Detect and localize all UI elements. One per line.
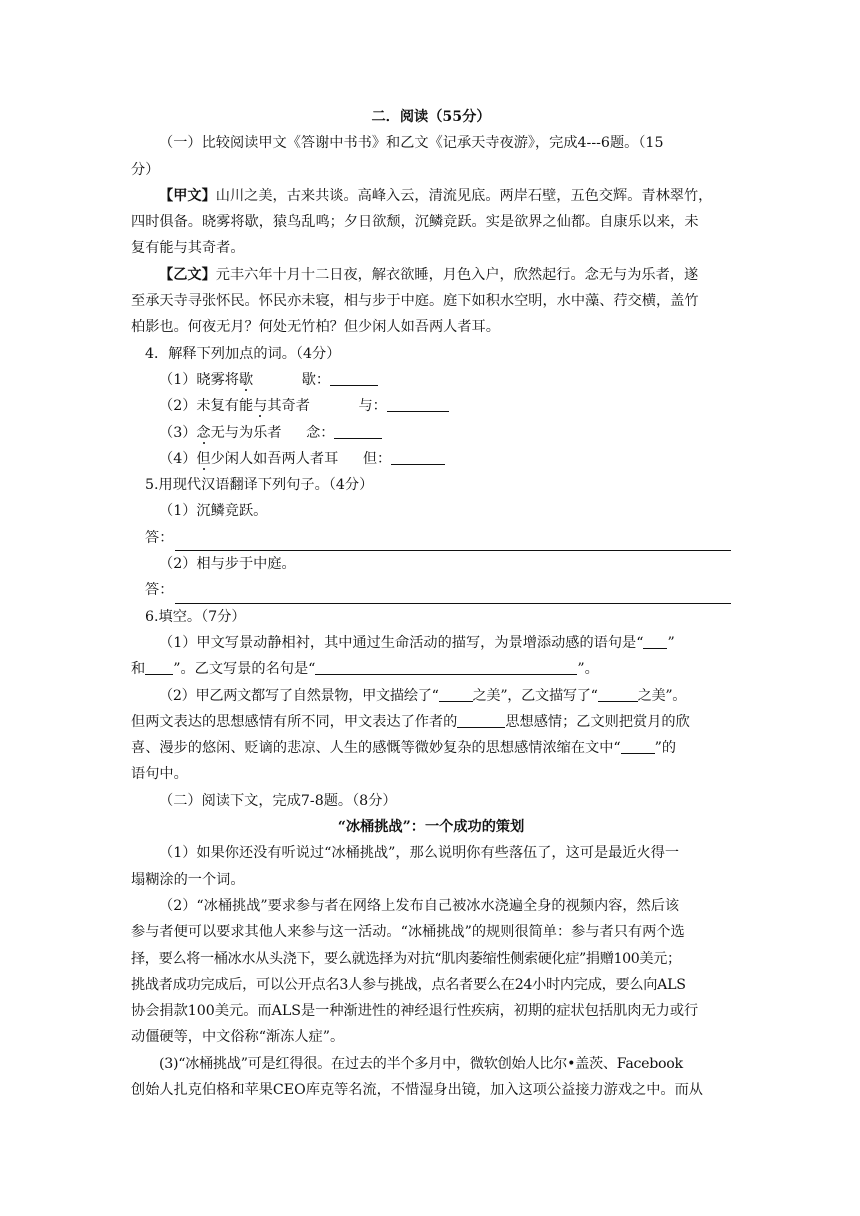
yi-text-line2: 至承天寺寻张怀民。怀民亦未寝，相与步于中庭。庭下如积水空明，水中藻、荇交横，盖竹 [131,293,699,310]
q6-p1-text-d: ”。乙文写景的名句是“ [173,661,316,678]
q6-p2-line3 [131,735,731,761]
q4-item-3 [131,420,731,446]
q6-p2-text-d: 但两文表达的思想感情有所不同，甲文表达了作者的 [131,713,458,730]
document-page [131,104,731,1103]
q6-p2-text-b: 之美”，乙文描写了“ [472,687,598,704]
q4-item-3-word: 念： [306,424,335,441]
q4-item-4-text: （4） [159,450,197,467]
section-title: 二．阅读（55分） [371,109,491,125]
q6-p2-text-g: ”的 [654,740,677,757]
para2-line3: 择，要么将一桶冰水从头浇下，要么就选择为对抗“肌肉萎缩性侧索硬化症”捐赠100美元； [131,950,681,967]
para2-line2: 参与者便可以要求其他人来参与这一活动。“冰桶挑战”的规则很简单：参与者只有两个选 [131,924,685,941]
q4-item-2-blank[interactable] [387,396,449,412]
q6-blank-4[interactable] [439,686,473,702]
jia-text-line3: 复有能与其奇者。 [131,240,245,257]
q4-item-1-word: 歇： [301,371,331,388]
para3-line2: 创始人扎克伯格和苹果CEO库克等名流，不惜湿身出镜，加入这项公益接力游戏之中。而从 [131,1081,703,1098]
para2-line5: 协会捐款100美元。而ALS是一种渐进性的神经退行性疾病，初期的症状包括肌肉无力或行 [131,1003,699,1020]
para2-line1: （2）“冰桶挑战”要求参与者在网络上发布自己被冰水浇遍全身的视频内容，然后该 [159,897,680,914]
q6-p2-line4: 语句中。 [131,766,188,783]
yi-text-line3: 柏影也。何夜无月？何处无竹柏？但少闲人如吾两人者耳。 [131,319,500,336]
yi-label: 【乙文】 [159,266,216,283]
q4-item-4 [131,446,731,472]
q6-p2-line2 [131,709,731,735]
q6-p1-line2 [131,656,731,682]
q4-item-4-blank[interactable] [391,449,445,465]
q6-p2-text-a: （2）甲乙两文都写了自然景物，甲文描绘了“ [159,687,439,704]
yi-text-line1 [131,262,731,288]
q6-blank-2[interactable] [145,659,173,675]
q4-stem: 4．解释下列加点的词。（4分） [145,345,341,362]
q4-item-1 [131,367,731,393]
part1-intro: （一）比较阅读甲文《答谢中书书》和乙文《记承天寺夜游》，完成4---6题。（15 [159,135,664,152]
q6-p1-text-a: （1）甲文写景动静相衬，其中通过生命活动的描写，为景增添动感的语句是“ [159,634,644,651]
q4-item-2 [131,393,731,419]
q4-item-2-text: （2）未复有能 [159,398,254,415]
jia-text-a: 山川之美，古来共谈。高峰入云，清流见底。两岸石壁，五色交辉。青林翠竹， [215,187,713,204]
jia-text-line2: 四时俱备。晓雾将歇，猿鸟乱鸣；夕日欲颓，沉鳞竞跃。实是欲界之仙都。自康乐以来，未 [131,214,699,231]
q6-blank-6[interactable] [457,712,505,728]
q4-item-2-post: 其奇者 [267,398,310,415]
para2-line4: 挑战者成功完成后，可以公开点名3人参与挑战，点名者要么在24小时内完成，要么向ALS [131,976,686,993]
part1-intro-cont: 分） [131,161,160,178]
q5-answer-1-label: 答： [145,529,174,546]
para1-line1: （1）如果你还没有听说过“冰桶挑战”，那么说明你有些落伍了，这可是最近火得一 [159,845,680,862]
q6-blank-5[interactable] [598,686,638,702]
q5-stem: 5.用现代汉语翻译下列句子。（4分） [145,477,374,494]
q4-item-3-blank[interactable] [334,423,382,439]
yi-text-a: 元丰六年十月十二日夜，解衣欲睡，月色入户，欣然起行。念无与为乐者，遂 [215,266,699,283]
q5-answer-2-line[interactable] [175,585,731,604]
q4-item-4-dotted: 但 [196,450,211,467]
q6-blank-7[interactable] [621,738,655,754]
q4-item-4-post: 少闲人如吾两人者耳 [210,450,339,467]
q6-stem: 6.填空。（7分） [145,608,246,625]
jia-label: 【甲文】 [159,187,216,204]
q5-answer-2 [131,577,731,603]
q6-p1-text-e: ”。 [577,661,599,678]
q6-blank-1[interactable] [643,633,667,649]
q6-blank-3[interactable] [315,659,577,675]
q5-item-1: （1）沉鳞竞跃。 [159,503,268,520]
q6-p2-text-e: 思想感情；乙文则把赏月的欣 [505,713,690,730]
q5-answer-2-label: 答： [145,582,174,599]
q4-item-3-dotted: 念 [196,424,211,441]
q5-answer-1-line[interactable] [175,532,731,551]
jia-text-line1 [131,183,731,209]
q4-item-1-blank[interactable] [330,370,378,386]
para1-line2: 塌糊涂的一个词。 [131,871,245,888]
article-title: “冰桶挑战”：一个成功的策划 [337,819,525,836]
q5-answer-1 [131,525,731,551]
q6-p1-text-b: ” [667,634,675,651]
q4-item-4-word: 但： [362,450,392,467]
q4-item-3-text: （3） [159,424,197,441]
para2-line6: 动僵硬等，中文俗称“渐冻人症”。 [131,1029,345,1046]
q6-p2-text-c: 之美”。 [637,687,687,704]
q6-p2-text-f: 喜、漫步的悠闲、贬谪的悲凉、人生的感慨等微妙复杂的思想感情浓缩在文中“ [131,740,621,757]
part2-intro: （二）阅读下文，完成7-8题。（8分） [159,792,397,809]
q6-p1-text-c: 和 [131,661,146,678]
q4-item-1-text: （1）晓雾将 [159,371,239,388]
q4-item-1-dotted: 歇 [238,371,254,388]
para3-line1: (3)“冰桶挑战”可是红得很。在过去的半个多月中，微软创始人比尔•盖茨、Facebook [159,1055,683,1072]
q4-item-2-dotted: 与 [253,398,268,415]
q4-item-3-post: 无与为乐者 [210,424,282,441]
q5-item-2: （2）相与步于中庭。 [159,556,296,573]
q6-p1-line1 [131,630,731,656]
q4-item-2-word: 与： [358,398,387,415]
q6-p2-line1 [131,683,731,709]
